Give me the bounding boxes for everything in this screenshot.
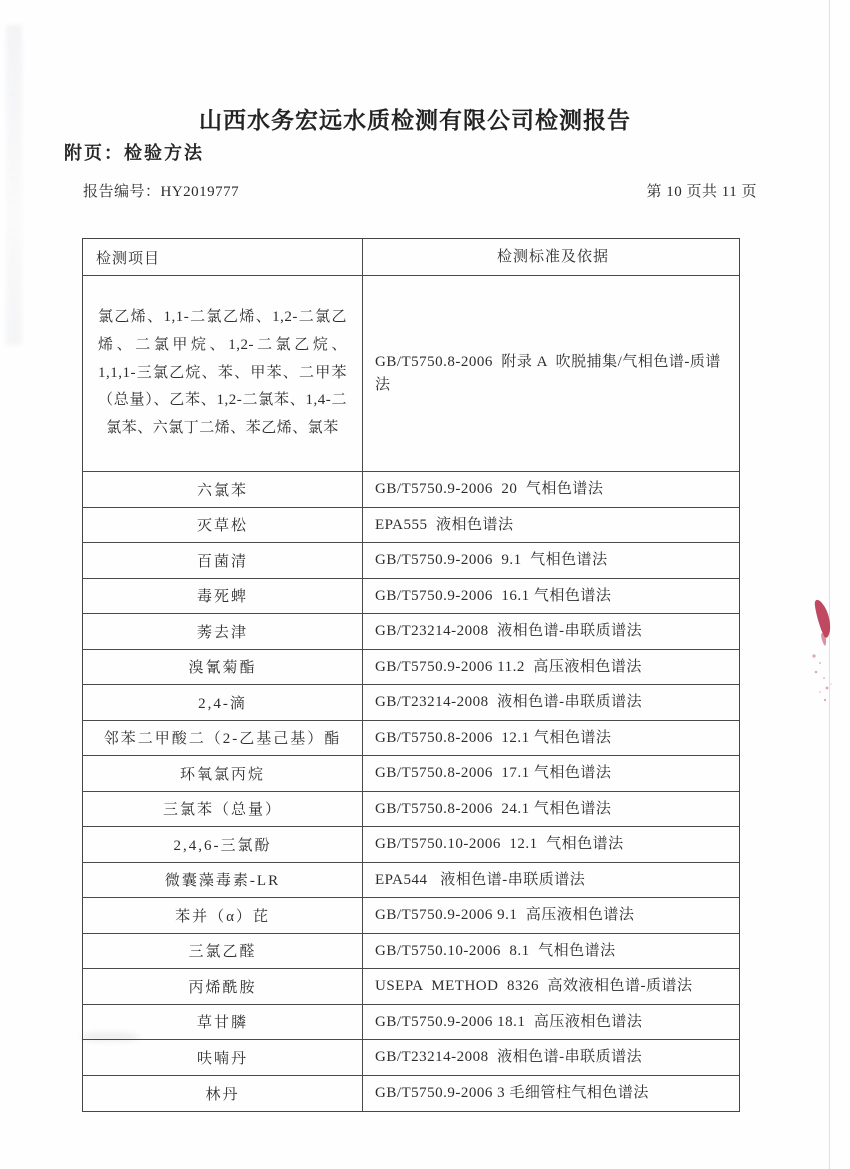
- table-row: [83, 721, 739, 757]
- standard-cell: GB/T23214-2008 液相色谱-串联质谱法: [375, 1049, 643, 1065]
- standard-cell: GB/T5750.9-2006 16.1 气相色谱法: [375, 587, 612, 604]
- standard-cell: GB/T5750.9-2006 11.2 高压液相色谱法: [375, 658, 642, 675]
- scan-edge-smudge: [6, 25, 22, 345]
- test-item-cell: 邻苯二甲酸二（2-乙基己基）酯: [83, 721, 363, 756]
- table-row: [83, 276, 739, 472]
- test-item-cell: 2,4,6-三氯酚: [83, 827, 363, 862]
- standard-cell: EPA544 液相色谱-串联质谱法: [375, 871, 586, 888]
- test-item-cell: 六氯苯: [83, 472, 363, 507]
- test-item-cell: 呋喃丹: [83, 1040, 363, 1075]
- test-item-cell: 丙烯酰胺: [83, 969, 363, 1004]
- test-item-cell: 灭草松: [83, 508, 363, 543]
- standard-cell: GB/T5750.9-2006 20 气相色谱法: [375, 481, 604, 497]
- standard-cell: USEPA METHOD 8326 高效液相色谱-质谱法: [375, 978, 693, 994]
- red-ink-stamp-edge: [800, 588, 844, 718]
- standard-cell: GB/T5750.8-2006 附录 A 吹脱捕集/气相色谱-质谱法: [375, 354, 721, 393]
- test-item-cell: 氯乙烯、1,1-二氯乙烯、1,2-二氯乙烯、二氯甲烷、1,2-二氯乙烷、1,1,1-三氯乙烷、苯、甲苯、二甲苯（总量）、乙苯、1,2-二氯苯、1,4-二氯苯、六氯丁二烯、苯乙烯、氯苯: [83, 276, 363, 471]
- table-row: [83, 543, 739, 579]
- test-item-cell: 2,4-滴: [83, 685, 363, 720]
- test-item-cell: 微囊藻毒素-LR: [83, 863, 363, 898]
- standard-cell: GB/T5750.9-2006 3 毛细管柱气相色谱法: [375, 1085, 649, 1101]
- standard-cell: GB/T5750.8-2006 24.1 气相色谱法: [375, 800, 612, 817]
- table-row: [83, 685, 739, 721]
- report-meta-line: [83, 180, 757, 201]
- appendix-subtitle: 附页：检验方法: [64, 143, 204, 163]
- header-test-item: 检测项目: [83, 239, 363, 275]
- standard-cell: GB/T5750.10-2006 8.1 气相色谱法: [375, 942, 616, 959]
- standard-cell: GB/T5750.9-2006 9.1 气相色谱法: [375, 552, 608, 568]
- standard-cell: GB/T23214-2008 液相色谱-串联质谱法: [375, 694, 643, 710]
- table-row: [83, 1005, 739, 1041]
- test-item-cell: 林丹: [83, 1076, 363, 1112]
- test-item-cell: 环氧氯丙烷: [83, 756, 363, 791]
- table-row: [83, 898, 739, 934]
- standard-cell: EPA555 液相色谱法: [375, 516, 514, 533]
- table-row: [83, 792, 739, 828]
- test-item-cell: 三氯苯（总量）: [83, 792, 363, 827]
- test-item-cell: 三氯乙醛: [83, 934, 363, 969]
- standard-cell: GB/T5750.9-2006 9.1 高压液相色谱法: [375, 907, 635, 923]
- header-standard: 检测标准及依据: [496, 248, 609, 265]
- methods-table: [82, 238, 740, 1112]
- document-title: 山西水务宏远水质检测有限公司检测报告: [199, 107, 631, 133]
- methods-table-body: [83, 276, 739, 1111]
- table-header-row: [83, 239, 739, 276]
- standard-cell: GB/T5750.9-2006 18.1 高压液相色谱法: [375, 1013, 643, 1030]
- test-item-cell: 百菌清: [83, 543, 363, 578]
- standard-cell: GB/T5750.8-2006 17.1 气相色谱法: [375, 765, 612, 781]
- table-row: [83, 827, 739, 863]
- test-item-cell: 草甘膦: [83, 1005, 363, 1040]
- test-item-cell: 毒死蜱: [83, 579, 363, 614]
- test-item-cell: 莠去津: [83, 614, 363, 649]
- table-row: [83, 508, 739, 544]
- standard-cell: GB/T5750.10-2006 12.1 气相色谱法: [375, 836, 624, 852]
- standard-cell: GB/T23214-2008 液相色谱-串联质谱法: [375, 623, 643, 639]
- table-row: [83, 472, 739, 508]
- test-item-cell: 苯并（α）芘: [83, 898, 363, 933]
- table-row: [83, 650, 739, 686]
- page-indicator: 第 10 页共 11 页: [646, 184, 757, 200]
- test-item-cell: 溴氰菊酯: [83, 650, 363, 685]
- table-row: [83, 756, 739, 792]
- table-row: [83, 579, 739, 615]
- report-number: 报告编号：HY2019777: [83, 184, 240, 200]
- table-row: [83, 969, 739, 1005]
- table-row: [83, 614, 739, 650]
- table-row: [83, 934, 739, 970]
- standard-cell: GB/T5750.8-2006 12.1 气相色谱法: [375, 729, 612, 746]
- table-row: [83, 1076, 739, 1112]
- table-row: [83, 863, 739, 899]
- table-row: [83, 1040, 739, 1076]
- scan-page-edge-line: [829, 0, 830, 1169]
